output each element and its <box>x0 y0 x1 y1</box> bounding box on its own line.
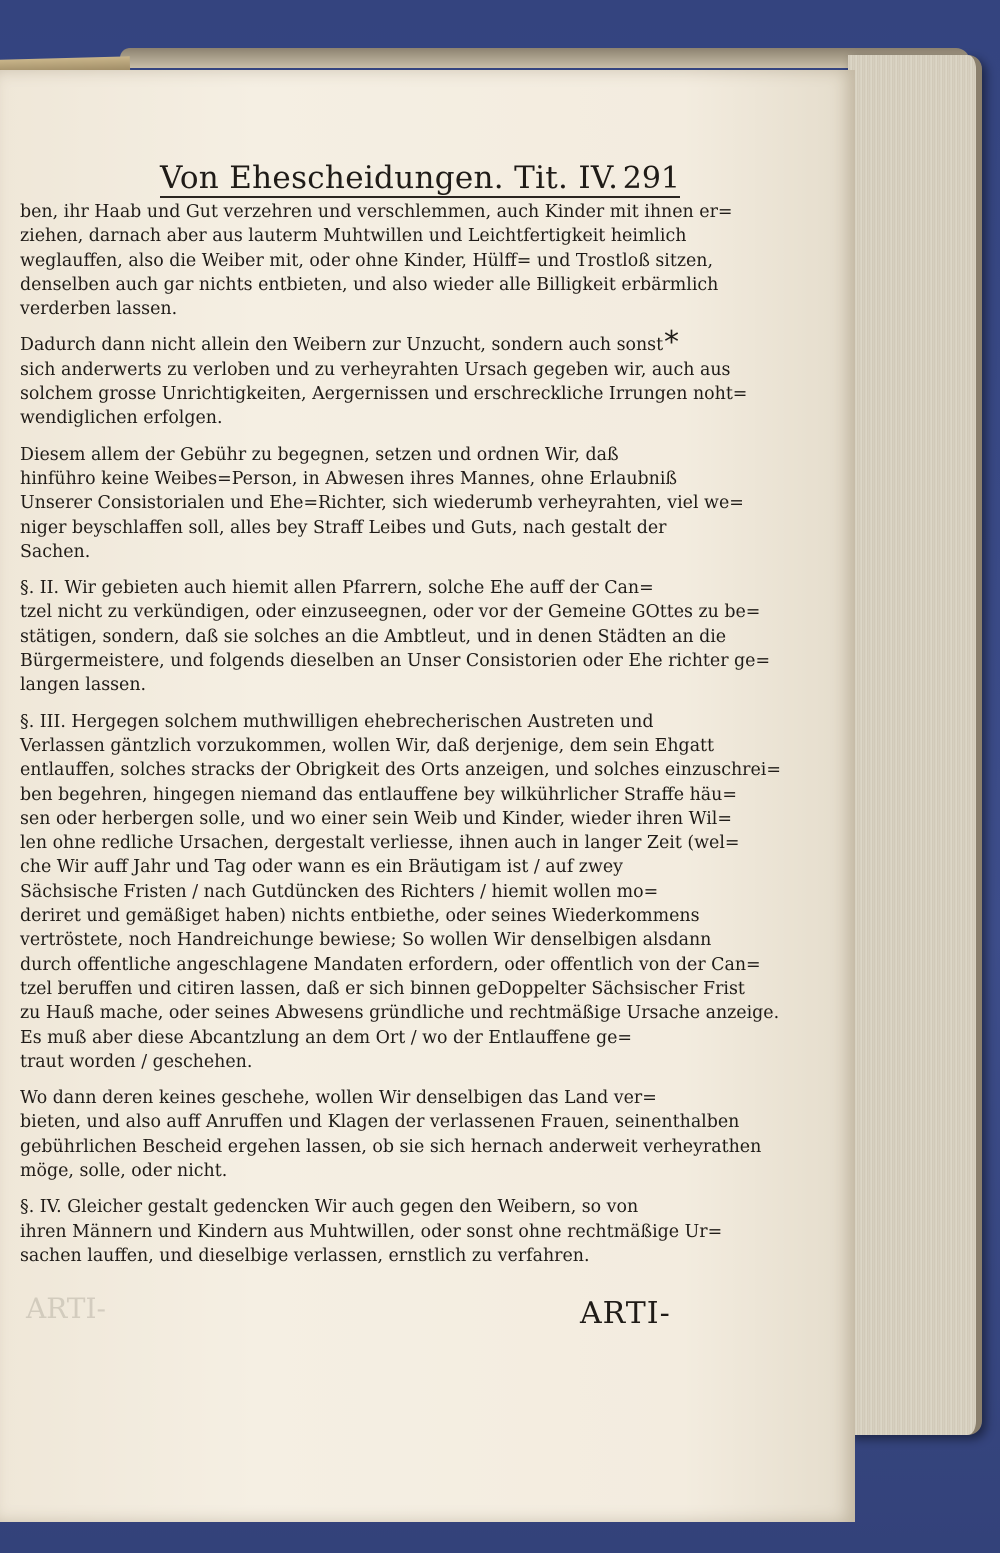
text-line: tzel beruffen und citiren lassen, daß er sich binnen geDoppelter Sächsischer Frist <box>20 978 745 999</box>
book-page-edges <box>848 55 982 1435</box>
text-line: len ohne redliche Ursachen, dergestalt verliesse, ihnen auch in langer Zeit (wel= <box>20 833 740 854</box>
text-line: wendiglichen erfolgen. <box>20 408 223 429</box>
text-line: sachen lauffen, und dieselbige verlassen, ernstlich zu verfahren. <box>20 1245 590 1266</box>
catchword: ARTI- <box>580 1296 671 1331</box>
text-line: langen lassen. <box>20 675 147 696</box>
text-line: sich anderwerts zu verloben und zu verheyrahten Ursach gegeben wir, auch aus <box>20 359 731 380</box>
text-line: entlauffen, solches stracks der Obrigkeit des Orts anzeigen, und solches einzuschrei= <box>20 760 781 781</box>
paragraph <box>20 443 744 564</box>
text-line: ziehen, darnach aber aus lauterm Muhtwillen und Leichtfertigkeit heimlich <box>20 226 687 247</box>
text-line: Diesem allem der Gebühr zu begegnen, setzen und ordnen Wir, daß <box>20 444 619 465</box>
text-line: verderben lassen. <box>20 299 178 320</box>
text-line: vertröstete, noch Handreichunge bewiese; So wollen Wir denselbigen alsdann <box>20 930 712 951</box>
text-line: bieten, und also auff Anruffen und Klagen der verlassenen Frauen, seinenthalben <box>20 1112 740 1133</box>
text-line: che Wir auff Jahr und Tag oder wann es ein Bräutigam ist / auf zwey <box>20 857 623 878</box>
text-line: ben, ihr Haab und Gut verzehren und verschlemmen, auch Kinder mit ihnen er= <box>20 202 733 222</box>
text-line: durch offentliche angeschlagene Mandaten erfordern, oder offentlich von der Can= <box>20 954 761 975</box>
text-line: möge, solle, oder nicht. <box>20 1160 228 1181</box>
running-title: Von Ehescheidungen. Tit. IV. <box>160 160 619 196</box>
text-line: niger beyschlaffen soll, alles bey Straff Leibes und Guts, nach gestalt der <box>20 517 667 538</box>
page-header <box>160 150 680 198</box>
text-line: ihren Männern und Kindern aus Muhtwillen, oder sonst ohne rechtmäßige Ur= <box>20 1221 723 1242</box>
paragraph <box>20 1086 762 1183</box>
paragraph <box>20 710 781 1074</box>
page-number: 291 <box>622 161 680 196</box>
text-line: Es muß aber diese Abcantzlung an dem Ort / wo der Entlauffene ge= <box>20 1027 632 1048</box>
text-line: §. II. Wir gebieten auch hiemit allen Pfarrern, solche Ehe auff der Can= <box>20 578 654 599</box>
text-line: Verlassen gäntzlich vorzukommen, wollen Wir, daß derjenige, dem sein Ehgatt <box>20 735 715 756</box>
text-line: Wo dann deren keines geschehe, wollen Wir denselbigen das Land ver= <box>20 1088 657 1109</box>
text-line: hinführo keine Weibes=Person, in Abwesen ihres Mannes, ohne Erlaubniß <box>20 468 678 489</box>
paragraph <box>20 1195 723 1268</box>
text-line: Sächsische Fristen / nach Gutdüncken des Richters / hiemit wollen mo= <box>20 881 659 902</box>
paragraph <box>20 333 748 430</box>
text-line: weglauffen, also die Weiber mit, oder ohne Kinder, Hülff= und Trostloß sitzen, <box>20 250 714 271</box>
text-line: Unserer Consistorialen und Ehe=Richter, sich wiederumb verheyrahten, viel we= <box>20 493 744 514</box>
text-line: traut worden / geschehen. <box>20 1051 253 1072</box>
text-line: denselben auch gar nichts entbieten, und also wieder alle Billigkeit erbärmlich <box>20 274 719 295</box>
text-line: zu Hauß mache, oder seines Abwesens gründliche und rechtmäßige Ursache anzeige. <box>20 1003 780 1024</box>
text-line: §. IV. Gleicher gestalt gedencken Wir auch gegen den Weibern, so von <box>20 1197 639 1218</box>
text-line: Bürgermeistere, und folgends dieselben an Unser Consistorien oder Ehe richter ge= <box>20 651 771 672</box>
text-line: Sachen. <box>20 541 91 562</box>
text-line: tzel nicht zu verkündigen, oder einzuseegnen, oder vor der Gemeine GOttes zu be= <box>20 602 761 623</box>
text-line: §. III. Hergegen solchem muthwilligen ehebrecherischen Austreten und <box>20 711 654 732</box>
bleed-through-text: ARTI- <box>26 1292 107 1325</box>
text-line: gebührlichen Bescheid ergehen lassen, ob sie sich hernach anderweit verheyrathen <box>20 1136 762 1157</box>
text-line: Dadurch dann nicht allein den Weibern zur Unzucht, sondern auch sonst <box>20 335 664 356</box>
text-line: deriret und gemäßiget haben) nichts entbiethe, oder seines Wiederkommens <box>20 906 700 927</box>
text-line: sen oder herbergen solle, und wo einer sein Weib und Kinder, wieder ihren Wil= <box>20 808 732 829</box>
paragraph <box>20 576 771 697</box>
text-line: ben begehren, hingegen niemand das entlauffene bey wilkührlicher Straffe häu= <box>20 784 737 805</box>
text-line: stätigen, sondern, daß sie solches an die Ambtleut, und in denen Städten an die <box>20 626 727 647</box>
paragraph <box>20 200 733 321</box>
text-line: solchem grosse Unrichtigkeiten, Aergernissen und erschreckliche Irrungen noht= <box>20 384 748 405</box>
page-body-text <box>20 200 781 1280</box>
book-top-edge <box>120 48 970 68</box>
margin-asterisk: * <box>664 325 679 360</box>
